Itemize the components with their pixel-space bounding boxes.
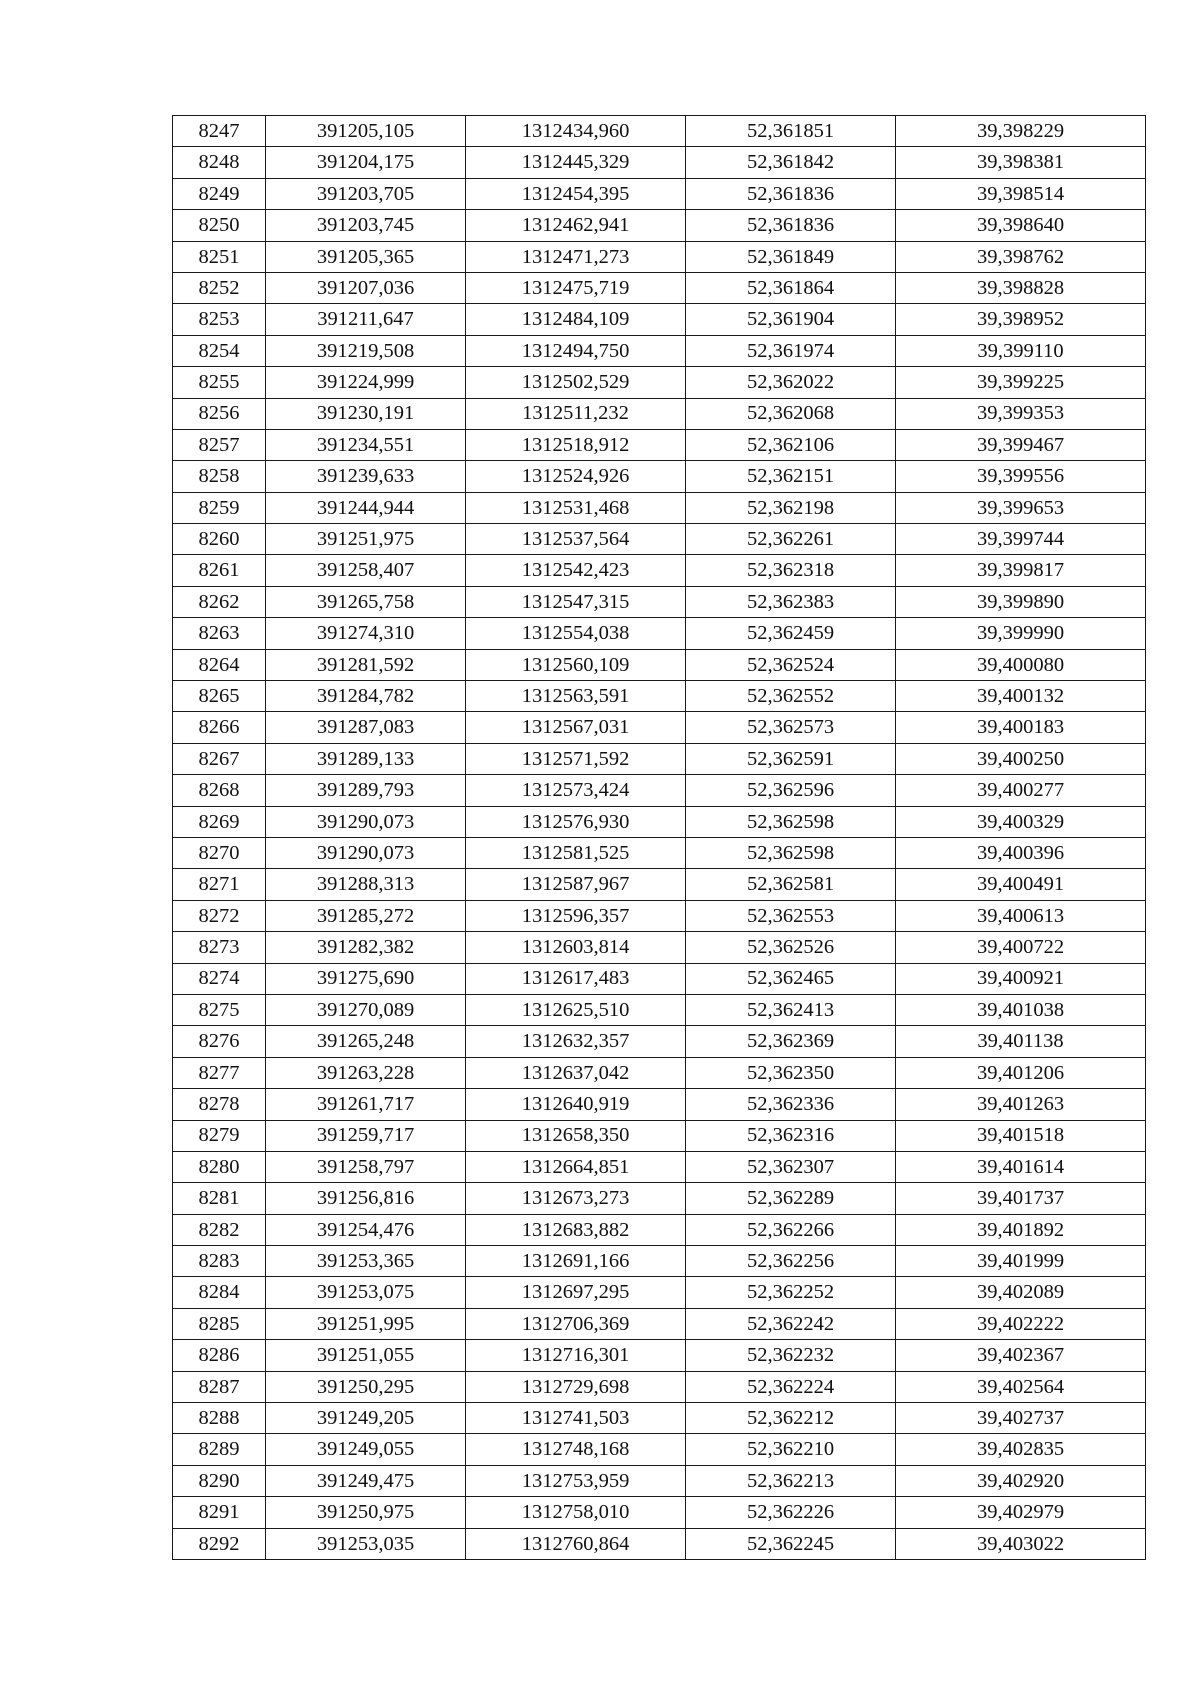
longitude-cell: 39,399556 <box>896 461 1146 492</box>
point-number-cell: 8253 <box>173 304 266 335</box>
point-number-cell: 8249 <box>173 178 266 209</box>
y-coordinate-cell: 1312484,109 <box>466 304 686 335</box>
point-number-cell: 8285 <box>173 1308 266 1339</box>
y-coordinate-cell: 1312511,232 <box>466 398 686 429</box>
point-number-cell: 8284 <box>173 1277 266 1308</box>
latitude-cell: 52,362245 <box>686 1528 896 1559</box>
latitude-cell: 52,362252 <box>686 1277 896 1308</box>
x-coordinate-cell: 391234,551 <box>266 429 466 460</box>
x-coordinate-cell: 391253,075 <box>266 1277 466 1308</box>
longitude-cell: 39,402367 <box>896 1340 1146 1371</box>
y-coordinate-cell: 1312640,919 <box>466 1089 686 1120</box>
point-number-cell: 8283 <box>173 1246 266 1277</box>
point-number-cell: 8267 <box>173 743 266 774</box>
longitude-cell: 39,401263 <box>896 1089 1146 1120</box>
latitude-cell: 52,361864 <box>686 272 896 303</box>
table-row <box>173 932 1146 963</box>
y-coordinate-cell: 1312603,814 <box>466 932 686 963</box>
x-coordinate-cell: 391290,073 <box>266 837 466 868</box>
y-coordinate-cell: 1312462,941 <box>466 210 686 241</box>
x-coordinate-cell: 391284,782 <box>266 681 466 712</box>
longitude-cell: 39,399225 <box>896 367 1146 398</box>
longitude-cell: 39,400277 <box>896 775 1146 806</box>
point-number-cell: 8264 <box>173 649 266 680</box>
longitude-cell: 39,402089 <box>896 1277 1146 1308</box>
table-row <box>173 1246 1146 1277</box>
longitude-cell: 39,398514 <box>896 178 1146 209</box>
longitude-cell: 39,400491 <box>896 869 1146 900</box>
point-number-cell: 8261 <box>173 555 266 586</box>
longitude-cell: 39,398952 <box>896 304 1146 335</box>
table-row <box>173 1151 1146 1182</box>
x-coordinate-cell: 391203,705 <box>266 178 466 209</box>
longitude-cell: 39,402979 <box>896 1497 1146 1528</box>
latitude-cell: 52,362151 <box>686 461 896 492</box>
y-coordinate-cell: 1312581,525 <box>466 837 686 868</box>
longitude-cell: 39,399817 <box>896 555 1146 586</box>
point-number-cell: 8286 <box>173 1340 266 1371</box>
longitude-cell: 39,401138 <box>896 1026 1146 1057</box>
point-number-cell: 8281 <box>173 1183 266 1214</box>
longitude-cell: 39,401892 <box>896 1214 1146 1245</box>
table-row <box>173 524 1146 555</box>
longitude-cell: 39,399890 <box>896 586 1146 617</box>
x-coordinate-cell: 391285,272 <box>266 900 466 931</box>
x-coordinate-cell: 391224,999 <box>266 367 466 398</box>
point-number-cell: 8271 <box>173 869 266 900</box>
coordinate-table-body <box>173 116 1146 1560</box>
table-row <box>173 398 1146 429</box>
table-row <box>173 963 1146 994</box>
y-coordinate-cell: 1312673,273 <box>466 1183 686 1214</box>
table-row <box>173 304 1146 335</box>
table-row <box>173 743 1146 774</box>
latitude-cell: 52,362336 <box>686 1089 896 1120</box>
latitude-cell: 52,362068 <box>686 398 896 429</box>
table-row <box>173 586 1146 617</box>
point-number-cell: 8282 <box>173 1214 266 1245</box>
latitude-cell: 52,362226 <box>686 1497 896 1528</box>
longitude-cell: 39,401737 <box>896 1183 1146 1214</box>
longitude-cell: 39,398229 <box>896 116 1146 147</box>
x-coordinate-cell: 391250,295 <box>266 1371 466 1402</box>
y-coordinate-cell: 1312596,357 <box>466 900 686 931</box>
x-coordinate-cell: 391274,310 <box>266 618 466 649</box>
x-coordinate-cell: 391263,228 <box>266 1057 466 1088</box>
latitude-cell: 52,362465 <box>686 963 896 994</box>
y-coordinate-cell: 1312706,369 <box>466 1308 686 1339</box>
y-coordinate-cell: 1312554,038 <box>466 618 686 649</box>
x-coordinate-cell: 391265,758 <box>266 586 466 617</box>
point-number-cell: 8256 <box>173 398 266 429</box>
longitude-cell: 39,400722 <box>896 932 1146 963</box>
point-number-cell: 8266 <box>173 712 266 743</box>
x-coordinate-cell: 391256,816 <box>266 1183 466 1214</box>
table-row <box>173 1497 1146 1528</box>
longitude-cell: 39,400921 <box>896 963 1146 994</box>
point-number-cell: 8274 <box>173 963 266 994</box>
x-coordinate-cell: 391258,407 <box>266 555 466 586</box>
y-coordinate-cell: 1312563,591 <box>466 681 686 712</box>
point-number-cell: 8291 <box>173 1497 266 1528</box>
x-coordinate-cell: 391282,382 <box>266 932 466 963</box>
longitude-cell: 39,398381 <box>896 147 1146 178</box>
y-coordinate-cell: 1312760,864 <box>466 1528 686 1559</box>
x-coordinate-cell: 391253,035 <box>266 1528 466 1559</box>
latitude-cell: 52,362213 <box>686 1465 896 1496</box>
x-coordinate-cell: 391265,248 <box>266 1026 466 1057</box>
y-coordinate-cell: 1312753,959 <box>466 1465 686 1496</box>
y-coordinate-cell: 1312475,719 <box>466 272 686 303</box>
y-coordinate-cell: 1312741,503 <box>466 1403 686 1434</box>
y-coordinate-cell: 1312658,350 <box>466 1120 686 1151</box>
table-row <box>173 1057 1146 1088</box>
x-coordinate-cell: 391244,944 <box>266 492 466 523</box>
y-coordinate-cell: 1312567,031 <box>466 712 686 743</box>
longitude-cell: 39,399110 <box>896 335 1146 366</box>
longitude-cell: 39,400080 <box>896 649 1146 680</box>
y-coordinate-cell: 1312683,882 <box>466 1214 686 1245</box>
x-coordinate-cell: 391288,313 <box>266 869 466 900</box>
longitude-cell: 39,398762 <box>896 241 1146 272</box>
table-row <box>173 461 1146 492</box>
x-coordinate-cell: 391281,592 <box>266 649 466 680</box>
point-number-cell: 8287 <box>173 1371 266 1402</box>
longitude-cell: 39,401038 <box>896 994 1146 1025</box>
y-coordinate-cell: 1312617,483 <box>466 963 686 994</box>
point-number-cell: 8275 <box>173 994 266 1025</box>
x-coordinate-cell: 391239,633 <box>266 461 466 492</box>
y-coordinate-cell: 1312587,967 <box>466 869 686 900</box>
y-coordinate-cell: 1312571,592 <box>466 743 686 774</box>
longitude-cell: 39,401518 <box>896 1120 1146 1151</box>
x-coordinate-cell: 391258,797 <box>266 1151 466 1182</box>
latitude-cell: 52,362266 <box>686 1214 896 1245</box>
latitude-cell: 52,362459 <box>686 618 896 649</box>
x-coordinate-cell: 391253,365 <box>266 1246 466 1277</box>
longitude-cell: 39,399653 <box>896 492 1146 523</box>
y-coordinate-cell: 1312537,564 <box>466 524 686 555</box>
point-number-cell: 8263 <box>173 618 266 649</box>
latitude-cell: 52,362581 <box>686 869 896 900</box>
y-coordinate-cell: 1312494,750 <box>466 335 686 366</box>
y-coordinate-cell: 1312576,930 <box>466 806 686 837</box>
table-row <box>173 994 1146 1025</box>
x-coordinate-cell: 391270,089 <box>266 994 466 1025</box>
point-number-cell: 8251 <box>173 241 266 272</box>
table-row <box>173 1214 1146 1245</box>
y-coordinate-cell: 1312632,357 <box>466 1026 686 1057</box>
point-number-cell: 8257 <box>173 429 266 460</box>
point-number-cell: 8254 <box>173 335 266 366</box>
x-coordinate-cell: 391289,793 <box>266 775 466 806</box>
y-coordinate-cell: 1312560,109 <box>466 649 686 680</box>
table-row <box>173 869 1146 900</box>
table-row <box>173 1371 1146 1402</box>
x-coordinate-cell: 391275,690 <box>266 963 466 994</box>
y-coordinate-cell: 1312518,912 <box>466 429 686 460</box>
y-coordinate-cell: 1312729,698 <box>466 1371 686 1402</box>
y-coordinate-cell: 1312664,851 <box>466 1151 686 1182</box>
point-number-cell: 8269 <box>173 806 266 837</box>
y-coordinate-cell: 1312691,166 <box>466 1246 686 1277</box>
x-coordinate-cell: 391219,508 <box>266 335 466 366</box>
latitude-cell: 52,361836 <box>686 210 896 241</box>
table-row <box>173 1089 1146 1120</box>
longitude-cell: 39,399467 <box>896 429 1146 460</box>
latitude-cell: 52,362307 <box>686 1151 896 1182</box>
y-coordinate-cell: 1312502,529 <box>466 367 686 398</box>
longitude-cell: 39,400183 <box>896 712 1146 743</box>
latitude-cell: 52,362224 <box>686 1371 896 1402</box>
y-coordinate-cell: 1312573,424 <box>466 775 686 806</box>
latitude-cell: 52,361842 <box>686 147 896 178</box>
table-row <box>173 712 1146 743</box>
latitude-cell: 52,362350 <box>686 1057 896 1088</box>
table-row <box>173 806 1146 837</box>
point-number-cell: 8259 <box>173 492 266 523</box>
table-row <box>173 1026 1146 1057</box>
y-coordinate-cell: 1312697,295 <box>466 1277 686 1308</box>
latitude-cell: 52,361904 <box>686 304 896 335</box>
latitude-cell: 52,362526 <box>686 932 896 963</box>
point-number-cell: 8279 <box>173 1120 266 1151</box>
table-row <box>173 335 1146 366</box>
y-coordinate-cell: 1312637,042 <box>466 1057 686 1088</box>
point-number-cell: 8252 <box>173 272 266 303</box>
table-row <box>173 178 1146 209</box>
table-row <box>173 272 1146 303</box>
latitude-cell: 52,362316 <box>686 1120 896 1151</box>
latitude-cell: 52,362573 <box>686 712 896 743</box>
latitude-cell: 52,362596 <box>686 775 896 806</box>
latitude-cell: 52,362242 <box>686 1308 896 1339</box>
latitude-cell: 52,361849 <box>686 241 896 272</box>
point-number-cell: 8276 <box>173 1026 266 1057</box>
point-number-cell: 8268 <box>173 775 266 806</box>
longitude-cell: 39,400250 <box>896 743 1146 774</box>
x-coordinate-cell: 391250,975 <box>266 1497 466 1528</box>
point-number-cell: 8278 <box>173 1089 266 1120</box>
y-coordinate-cell: 1312531,468 <box>466 492 686 523</box>
longitude-cell: 39,401999 <box>896 1246 1146 1277</box>
x-coordinate-cell: 391287,083 <box>266 712 466 743</box>
latitude-cell: 52,361974 <box>686 335 896 366</box>
longitude-cell: 39,402222 <box>896 1308 1146 1339</box>
point-number-cell: 8273 <box>173 932 266 963</box>
longitude-cell: 39,402737 <box>896 1403 1146 1434</box>
table-row <box>173 775 1146 806</box>
point-number-cell: 8262 <box>173 586 266 617</box>
table-row <box>173 241 1146 272</box>
x-coordinate-cell: 391251,975 <box>266 524 466 555</box>
latitude-cell: 52,362212 <box>686 1403 896 1434</box>
table-row <box>173 367 1146 398</box>
y-coordinate-cell: 1312716,301 <box>466 1340 686 1371</box>
longitude-cell: 39,400132 <box>896 681 1146 712</box>
latitude-cell: 52,362598 <box>686 806 896 837</box>
longitude-cell: 39,402564 <box>896 1371 1146 1402</box>
longitude-cell: 39,399353 <box>896 398 1146 429</box>
latitude-cell: 52,362552 <box>686 681 896 712</box>
longitude-cell: 39,402920 <box>896 1465 1146 1496</box>
longitude-cell: 39,400396 <box>896 837 1146 868</box>
table-row <box>173 618 1146 649</box>
point-number-cell: 8248 <box>173 147 266 178</box>
table-row <box>173 429 1146 460</box>
latitude-cell: 52,361836 <box>686 178 896 209</box>
longitude-cell: 39,403022 <box>896 1528 1146 1559</box>
x-coordinate-cell: 391204,175 <box>266 147 466 178</box>
x-coordinate-cell: 391205,365 <box>266 241 466 272</box>
latitude-cell: 52,362318 <box>686 555 896 586</box>
longitude-cell: 39,398640 <box>896 210 1146 241</box>
table-row <box>173 1434 1146 1465</box>
point-number-cell: 8277 <box>173 1057 266 1088</box>
x-coordinate-cell: 391259,717 <box>266 1120 466 1151</box>
latitude-cell: 52,362210 <box>686 1434 896 1465</box>
longitude-cell: 39,401614 <box>896 1151 1146 1182</box>
y-coordinate-cell: 1312625,510 <box>466 994 686 1025</box>
latitude-cell: 52,362383 <box>686 586 896 617</box>
table-row <box>173 555 1146 586</box>
point-number-cell: 8247 <box>173 116 266 147</box>
longitude-cell: 39,401206 <box>896 1057 1146 1088</box>
point-number-cell: 8265 <box>173 681 266 712</box>
table-row <box>173 1403 1146 1434</box>
point-number-cell: 8289 <box>173 1434 266 1465</box>
x-coordinate-cell: 391230,191 <box>266 398 466 429</box>
latitude-cell: 52,362106 <box>686 429 896 460</box>
y-coordinate-cell: 1312748,168 <box>466 1434 686 1465</box>
y-coordinate-cell: 1312445,329 <box>466 147 686 178</box>
table-row <box>173 837 1146 868</box>
point-number-cell: 8250 <box>173 210 266 241</box>
x-coordinate-cell: 391249,475 <box>266 1465 466 1496</box>
point-number-cell: 8258 <box>173 461 266 492</box>
latitude-cell: 52,362553 <box>686 900 896 931</box>
table-row <box>173 116 1146 147</box>
latitude-cell: 52,362256 <box>686 1246 896 1277</box>
x-coordinate-cell: 391289,133 <box>266 743 466 774</box>
latitude-cell: 52,362289 <box>686 1183 896 1214</box>
x-coordinate-cell: 391251,055 <box>266 1340 466 1371</box>
latitude-cell: 52,362369 <box>686 1026 896 1057</box>
table-row <box>173 1308 1146 1339</box>
point-number-cell: 8280 <box>173 1151 266 1182</box>
y-coordinate-cell: 1312758,010 <box>466 1497 686 1528</box>
coordinate-table <box>172 115 1146 1560</box>
latitude-cell: 52,362232 <box>686 1340 896 1371</box>
y-coordinate-cell: 1312471,273 <box>466 241 686 272</box>
point-number-cell: 8260 <box>173 524 266 555</box>
x-coordinate-cell: 391254,476 <box>266 1214 466 1245</box>
latitude-cell: 52,362198 <box>686 492 896 523</box>
table-row <box>173 649 1146 680</box>
point-number-cell: 8288 <box>173 1403 266 1434</box>
longitude-cell: 39,398828 <box>896 272 1146 303</box>
x-coordinate-cell: 391203,745 <box>266 210 466 241</box>
table-row <box>173 1277 1146 1308</box>
x-coordinate-cell: 391211,647 <box>266 304 466 335</box>
x-coordinate-cell: 391249,055 <box>266 1434 466 1465</box>
longitude-cell: 39,400613 <box>896 900 1146 931</box>
table-row <box>173 1120 1146 1151</box>
longitude-cell: 39,399990 <box>896 618 1146 649</box>
latitude-cell: 52,362524 <box>686 649 896 680</box>
table-row <box>173 147 1146 178</box>
latitude-cell: 52,362022 <box>686 367 896 398</box>
x-coordinate-cell: 391290,073 <box>266 806 466 837</box>
y-coordinate-cell: 1312547,315 <box>466 586 686 617</box>
x-coordinate-cell: 391205,105 <box>266 116 466 147</box>
latitude-cell: 52,362261 <box>686 524 896 555</box>
y-coordinate-cell: 1312542,423 <box>466 555 686 586</box>
x-coordinate-cell: 391251,995 <box>266 1308 466 1339</box>
longitude-cell: 39,399744 <box>896 524 1146 555</box>
longitude-cell: 39,402835 <box>896 1434 1146 1465</box>
table-row <box>173 681 1146 712</box>
latitude-cell: 52,362591 <box>686 743 896 774</box>
x-coordinate-cell: 391207,036 <box>266 272 466 303</box>
x-coordinate-cell: 391261,717 <box>266 1089 466 1120</box>
y-coordinate-cell: 1312524,926 <box>466 461 686 492</box>
point-number-cell: 8255 <box>173 367 266 398</box>
table-row <box>173 1340 1146 1371</box>
table-row <box>173 1528 1146 1559</box>
latitude-cell: 52,362598 <box>686 837 896 868</box>
table-row <box>173 1183 1146 1214</box>
table-row <box>173 900 1146 931</box>
y-coordinate-cell: 1312454,395 <box>466 178 686 209</box>
longitude-cell: 39,400329 <box>896 806 1146 837</box>
latitude-cell: 52,361851 <box>686 116 896 147</box>
point-number-cell: 8292 <box>173 1528 266 1559</box>
latitude-cell: 52,362413 <box>686 994 896 1025</box>
y-coordinate-cell: 1312434,960 <box>466 116 686 147</box>
x-coordinate-cell: 391249,205 <box>266 1403 466 1434</box>
point-number-cell: 8270 <box>173 837 266 868</box>
point-number-cell: 8290 <box>173 1465 266 1496</box>
point-number-cell: 8272 <box>173 900 266 931</box>
table-row <box>173 210 1146 241</box>
table-row <box>173 1465 1146 1496</box>
table-row <box>173 492 1146 523</box>
